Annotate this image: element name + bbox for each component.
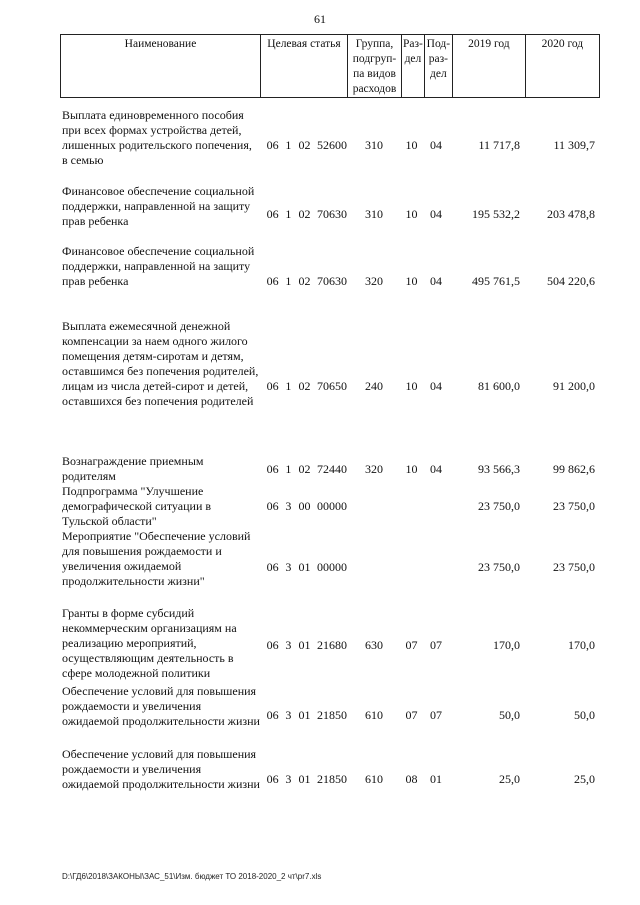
row-group: 240 <box>365 379 383 393</box>
row-target-article <box>260 454 347 484</box>
row-section: 10 <box>405 461 418 476</box>
row-subsection: 04 <box>430 461 442 476</box>
ts-event: 00 <box>298 499 311 513</box>
ts-direction: 70630 <box>317 274 347 288</box>
row-group <box>347 529 401 606</box>
row-value-2019: 170,0 <box>493 637 520 652</box>
row-subsection: 04 <box>430 379 442 393</box>
row-target-article <box>260 184 347 244</box>
row-value-2019: 93 566,3 <box>478 461 520 476</box>
row-group <box>347 484 401 529</box>
ts-event: 02 <box>298 274 311 288</box>
ts-subprogram: 3 <box>285 771 292 786</box>
ts-event: 01 <box>298 771 311 786</box>
row-subsection: 04 <box>430 206 442 221</box>
ts-subprogram: 1 <box>285 461 292 476</box>
row-name: Гранты в форме субсидий некоммерческим организациям на реализацию мероприятий, осуществляющим деятельность в сфере молодежной политики <box>62 606 237 680</box>
table-row <box>60 747 597 811</box>
ts-subprogram: 3 <box>285 637 292 652</box>
ts-program: 06 <box>266 274 279 288</box>
row-subsection <box>422 529 450 606</box>
ts-program: 06 <box>266 637 279 652</box>
table-body <box>60 108 597 811</box>
header-target-article: Целевая статья <box>261 35 348 98</box>
ts-event: 02 <box>298 379 311 393</box>
row-subsection: 01 <box>430 771 442 786</box>
ts-direction: 21680 <box>317 637 347 652</box>
ts-subprogram: 1 <box>285 138 292 152</box>
header-2019: 2019 год <box>452 35 525 98</box>
row-target-article <box>260 319 347 454</box>
row-name: Финансовое обеспечение социальной поддержки, направленной на защиту прав ребенка <box>62 184 255 228</box>
header-name: Наименование <box>61 35 261 98</box>
ts-program: 06 <box>266 206 279 221</box>
row-target-article <box>260 684 347 747</box>
row-name: Подпрограмма "Улучшение демографической ситуации в Тульской области" <box>62 484 212 528</box>
header-subsection: Под-раз-дел <box>424 35 452 98</box>
row-value-2020: 99 862,6 <box>553 461 595 476</box>
table-row <box>60 484 597 529</box>
ts-direction: 21850 <box>317 771 347 786</box>
table-row <box>60 606 597 684</box>
row-value-2020: 11 309,7 <box>553 138 595 152</box>
table-row <box>60 454 597 484</box>
ts-direction: 21850 <box>317 708 347 722</box>
header-2020: 2020 год <box>525 35 599 98</box>
row-group: 630 <box>365 637 383 652</box>
row-target-article <box>260 747 347 811</box>
row-target-article <box>260 108 347 183</box>
row-value-2019: 195 532,2 <box>472 206 520 221</box>
ts-program: 06 <box>266 771 279 786</box>
ts-program: 06 <box>266 708 279 722</box>
row-value-2020: 170,0 <box>568 637 595 652</box>
row-value-2020: 91 200,0 <box>553 379 595 393</box>
row-target-article <box>260 484 347 529</box>
row-value-2020: 504 220,6 <box>547 274 595 288</box>
ts-direction: 00000 <box>317 499 347 513</box>
row-subsection <box>422 484 450 529</box>
row-value-2020: 23 750,0 <box>553 560 595 574</box>
row-group: 610 <box>365 771 383 786</box>
table-row <box>60 108 597 183</box>
row-name: Вознаграждение приемным родителям <box>62 454 204 483</box>
table-header <box>60 34 600 98</box>
row-value-2020: 25,0 <box>574 771 595 786</box>
ts-direction: 70650 <box>317 379 347 393</box>
row-name: Обеспечение условий для повышения рождаемости и увеличения ожидаемой продолжительности жизни <box>62 747 260 791</box>
table-row <box>60 184 597 244</box>
ts-event: 01 <box>298 708 311 722</box>
header-group: Группа, подгруп-па видов расходов <box>348 35 402 98</box>
row-value-2019: 25,0 <box>499 771 520 786</box>
row-subsection: 07 <box>430 708 442 722</box>
ts-subprogram: 3 <box>285 499 292 513</box>
header-section: Раз-дел <box>402 35 425 98</box>
ts-direction: 70630 <box>317 206 347 221</box>
row-section: 10 <box>405 379 418 393</box>
row-group: 320 <box>365 461 383 476</box>
row-name: Финансовое обеспечение социальной поддержки, направленной на защиту прав ребенка <box>62 244 255 288</box>
row-section: 07 <box>405 637 418 652</box>
row-section: 10 <box>405 206 418 221</box>
ts-subprogram: 1 <box>285 206 292 221</box>
row-name: Обеспечение условий для повышения рождаемости и увеличения ожидаемой продолжительности жизни <box>62 684 260 728</box>
row-name: Выплата единовременного пособия при всех формах устройства детей, лишенных родительского попечения, в семью <box>62 108 252 167</box>
ts-program: 06 <box>266 560 279 574</box>
row-section: 08 <box>405 771 418 786</box>
ts-subprogram: 1 <box>285 379 292 393</box>
row-value-2020: 203 478,8 <box>547 206 595 221</box>
row-target-article <box>260 529 347 606</box>
ts-subprogram: 3 <box>285 560 292 574</box>
row-value-2019: 81 600,0 <box>478 379 520 393</box>
ts-program: 06 <box>266 461 279 476</box>
row-value-2020: 50,0 <box>574 708 595 722</box>
table-row <box>60 529 597 606</box>
ts-event: 02 <box>298 206 311 221</box>
row-target-article <box>260 244 347 319</box>
ts-event: 02 <box>298 138 311 152</box>
ts-event: 01 <box>298 560 311 574</box>
row-value-2019: 23 750,0 <box>478 560 520 574</box>
page-number: 61 <box>314 12 326 26</box>
row-value-2019: 23 750,0 <box>478 499 520 513</box>
row-value-2019: 50,0 <box>499 708 520 722</box>
row-subsection: 04 <box>430 138 442 152</box>
ts-direction: 00000 <box>317 560 347 574</box>
row-section <box>401 529 422 606</box>
table-row <box>60 244 597 319</box>
table-row <box>60 684 597 747</box>
file-path-footer: D:\ГД6\2018\ЗАКОНЫ\ЗАС_51\Изм. бюджет ТО 2018-2020_2 чт\pr7.xls <box>62 872 322 881</box>
row-group: 320 <box>365 274 383 288</box>
row-value-2019: 11 717,8 <box>478 138 520 152</box>
row-target-article <box>260 606 347 684</box>
ts-direction: 52600 <box>317 138 347 152</box>
row-section <box>401 484 422 529</box>
row-subsection: 04 <box>430 274 442 288</box>
row-section: 10 <box>405 138 418 152</box>
row-group: 310 <box>365 206 383 221</box>
ts-event: 01 <box>298 637 311 652</box>
ts-program: 06 <box>266 499 279 513</box>
row-group: 310 <box>365 138 383 152</box>
ts-direction: 72440 <box>317 461 347 476</box>
ts-subprogram: 1 <box>285 274 292 288</box>
row-group: 610 <box>365 708 383 722</box>
ts-program: 06 <box>266 379 279 393</box>
row-subsection: 07 <box>430 637 442 652</box>
row-section: 07 <box>405 708 418 722</box>
row-name: Мероприятие "Обеспечение условий для повышения рождаемости и увеличения ожидаемой продолжительности жизни" <box>62 529 251 588</box>
row-value-2020: 23 750,0 <box>553 499 595 513</box>
table-row <box>60 319 597 454</box>
ts-program: 06 <box>266 138 279 152</box>
row-section: 10 <box>405 274 418 288</box>
ts-event: 02 <box>298 461 311 476</box>
ts-subprogram: 3 <box>285 708 292 722</box>
row-name: Выплата ежемесячной денежной компенсации за наем одного жилого помещения детям-сиротам и детям, оставшимся без попечения родителей, лицам из числа детей-сирот и детей, оставшихся без попечения родителей <box>62 319 259 408</box>
row-value-2019: 495 761,5 <box>472 274 520 288</box>
